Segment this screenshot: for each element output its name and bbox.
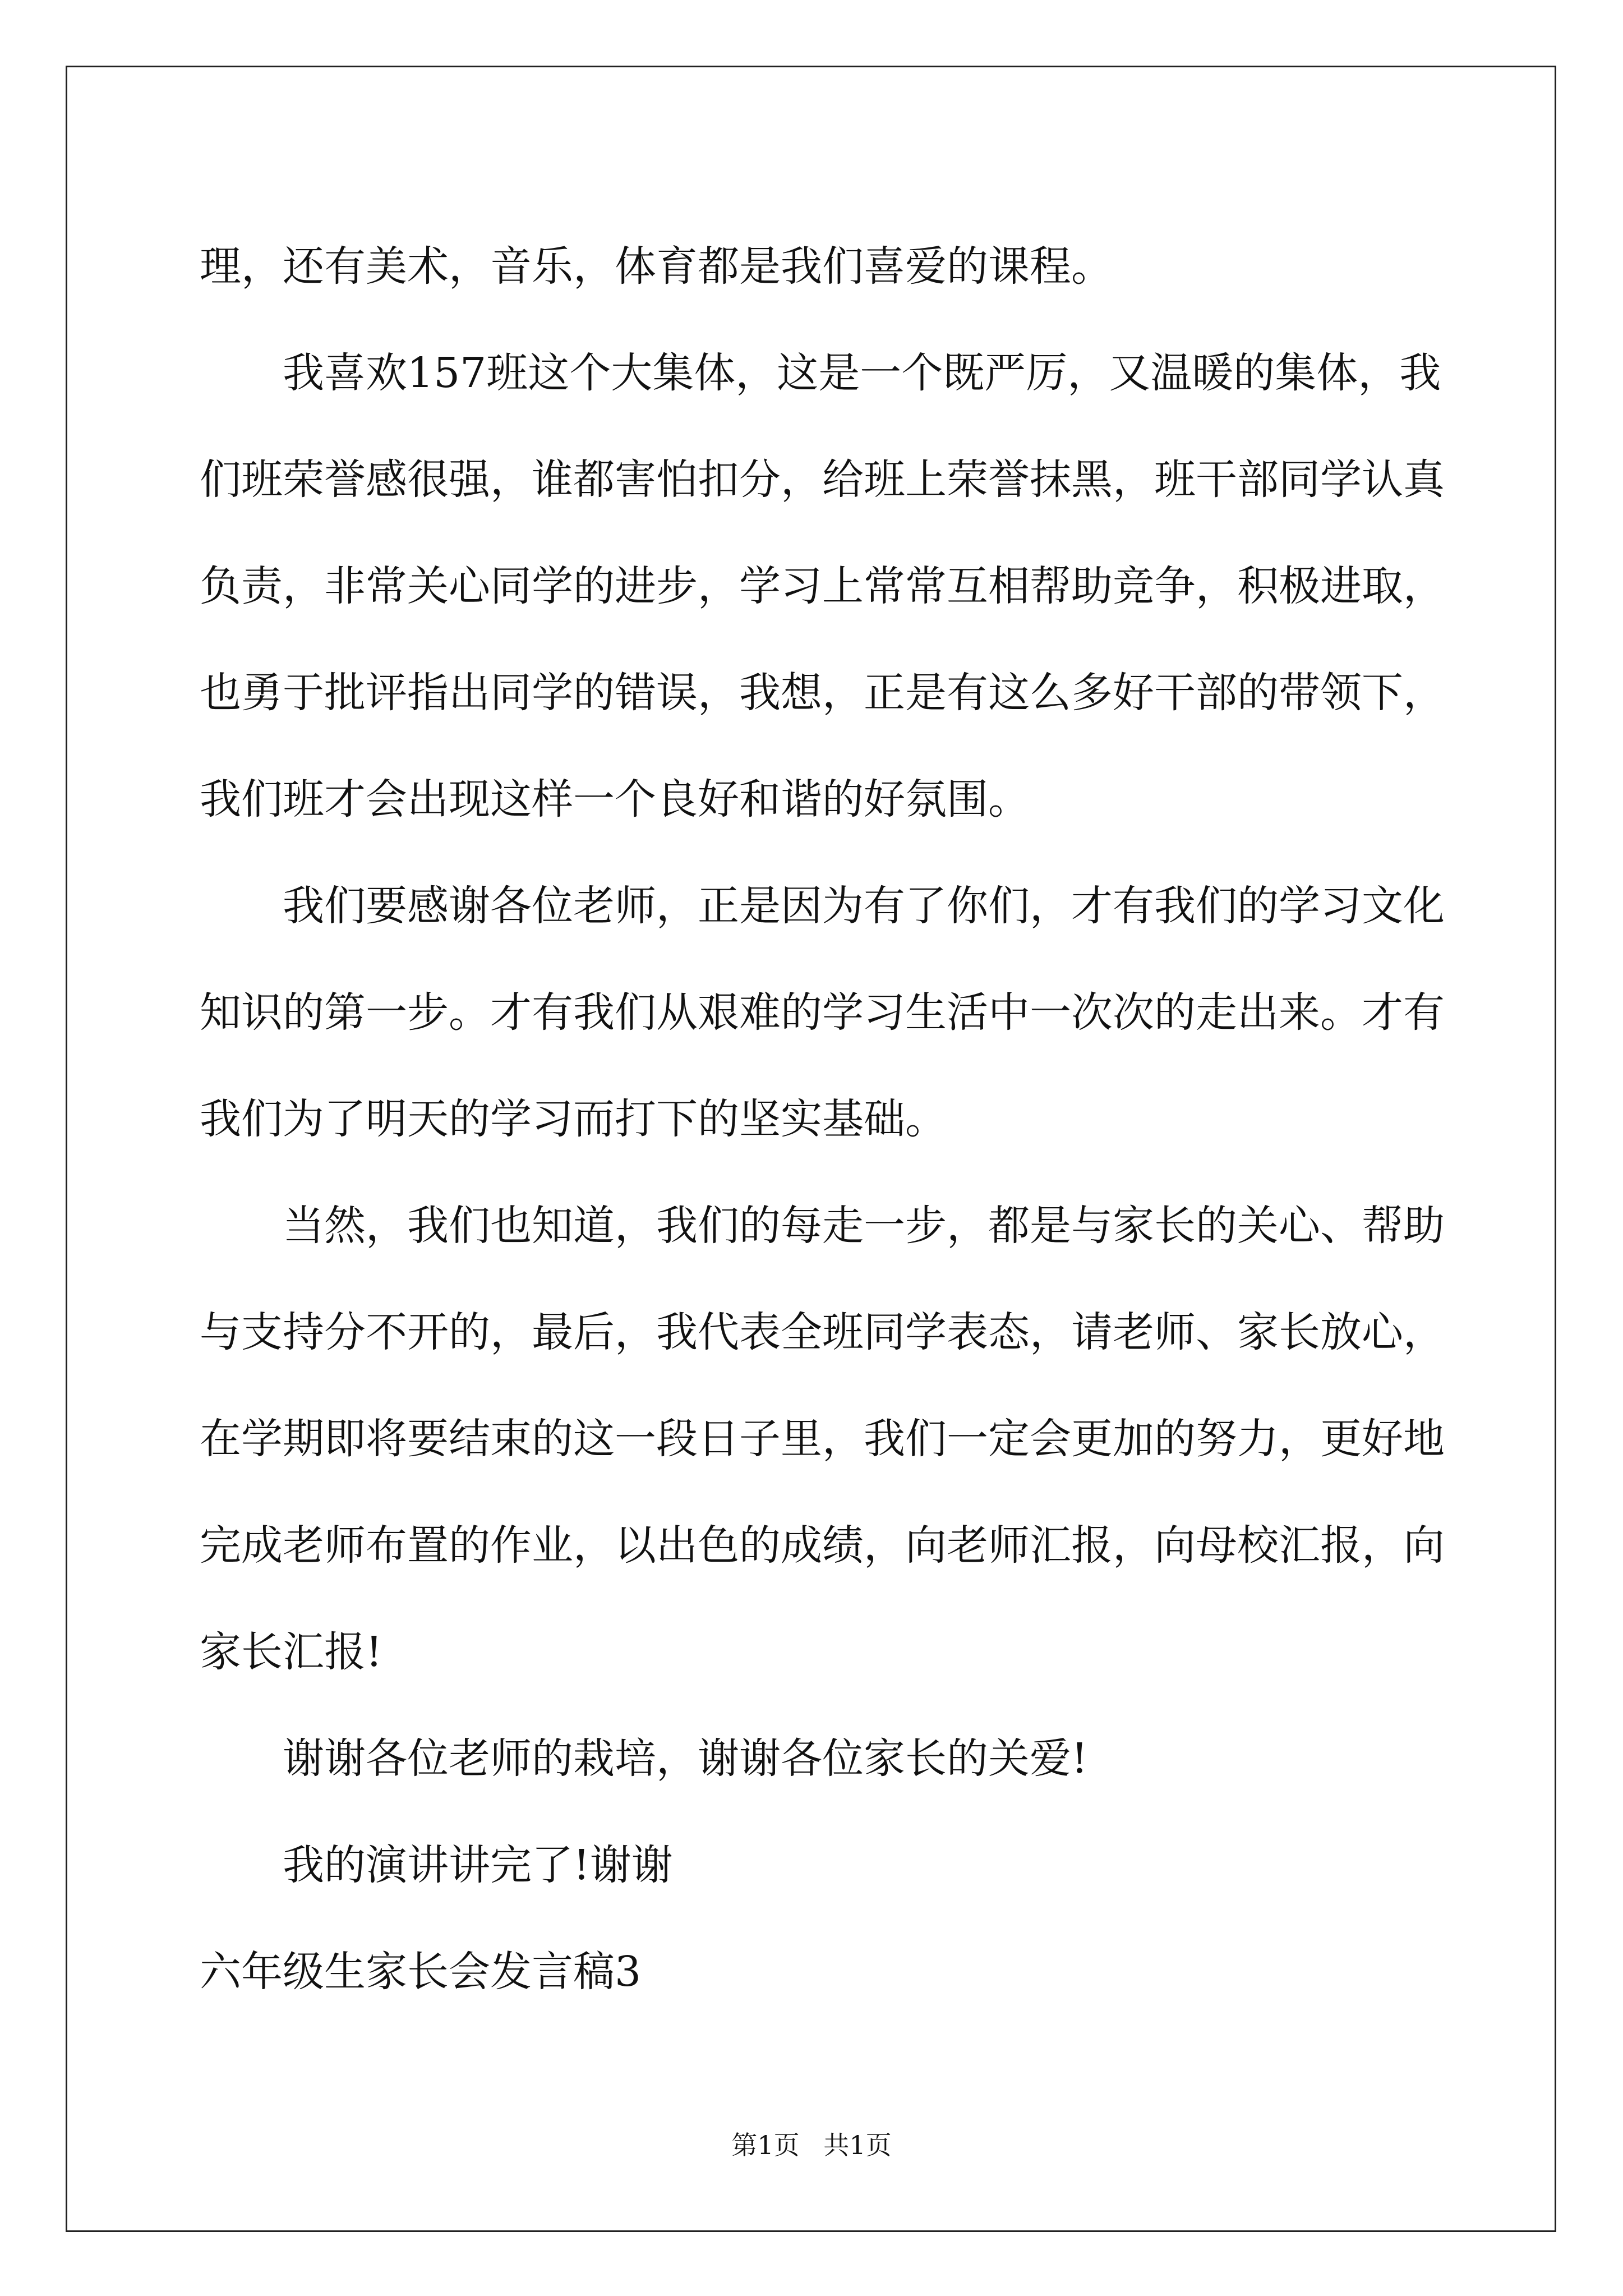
text-line: 们班荣誉感很强，谁都害怕扣分，给班上荣誉抹黑，班干部同学认真 (200, 455, 1445, 504)
section-heading: 六年级生家长会发言稿3 (200, 1948, 642, 1996)
text-line: 当然，我们也知道，我们的每走一步，都是与家长的关心、帮助 (283, 1202, 1445, 1250)
text-line: 负责，非常关心同学的进步，学习上常常互相帮助竞争，积极进取， (200, 562, 1445, 610)
text-line: 理，还有美术，音乐，体育都是我们喜爱的课程。 (200, 242, 1113, 291)
text-line: 谢谢各位老师的栽培，谢谢各位家长的关爱! (283, 1734, 1088, 1783)
text-line: 我们班才会出现这样一个良好和谐的好氛围。 (200, 775, 1030, 823)
page-footer (0, 2125, 1623, 2162)
text-line: 家长汇报! (200, 1628, 382, 1676)
text-line: 也勇于批评指出同学的错误，我想，正是有这么多好干部的带领下， (200, 669, 1445, 717)
text-line: 我们要感谢各位老师，正是因为有了你们，才有我们的学习文化 (283, 882, 1445, 930)
text-line: 我喜欢157班这个大集体，这是一个既严厉，又温暖的集体，我 (283, 349, 1441, 397)
text-line: 知识的第一步。才有我们从艰难的学习生活中一次次的走出来。才有 (200, 988, 1445, 1037)
text-line: 我的演讲讲完了!谢谢 (283, 1841, 673, 1889)
text-line: 完成老师布置的作业，以出色的成绩，向老师汇报，向母校汇报，向 (200, 1521, 1445, 1570)
page-number: 第1页 (731, 2130, 800, 2160)
text-line: 在学期即将要结束的这一段日子里，我们一定会更加的努力，更好地 (200, 1415, 1445, 1463)
text-line: 我们为了明天的学习而打下的坚实基础。 (200, 1095, 947, 1143)
text-line: 与支持分不开的，最后，我代表全班同学表态，请老师、家长放心， (200, 1308, 1445, 1356)
document-body (200, 213, 1445, 2025)
page-total: 共1页 (823, 2130, 892, 2160)
